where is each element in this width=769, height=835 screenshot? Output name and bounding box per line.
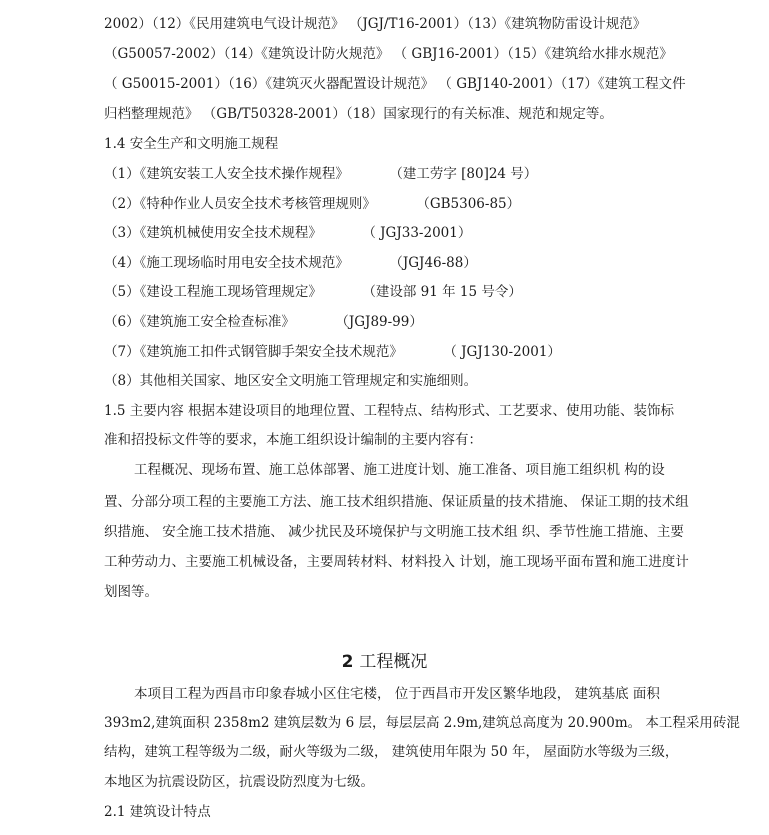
body-line: （ G50015-2001）（16）《建筑灭火器配置设计规范》 （ GBJ140-2001）（17）《建筑工程文件: [104, 76, 686, 92]
list-item: （4）《施工现场临时用电安全技术规范》 （JGJ46-88）: [104, 255, 477, 271]
body-line: （G50057-2002）（14）《建筑设计防火规范》 （ GBJ16-2001）（15）《建筑给水排水规范》: [104, 46, 673, 62]
body-line: 结构，建筑工程等级为二级，耐火等级为二级， 建筑使用年限为 50 年， 屋面防水等级为三级，: [104, 744, 679, 760]
body-line: 归档整理规范》 （GB/T50328-2001）（18）国家现行的有关标准、规范和规定等。: [104, 106, 613, 122]
chapter-heading: [0, 647, 769, 677]
body-line: 置、分部分项工程的主要施工方法、施工技术组织措施、保证质量的技术措施、 保证工期的技术组: [104, 494, 689, 510]
list-item: （5）《建设工程施工现场管理规定》 （建设部 91 年 15 号令）: [104, 284, 522, 300]
body-line: 本项目工程为西昌市印象春城小区住宅楼， 位于西昌市开发区繁华地段， 建筑基底 面积: [134, 686, 660, 702]
body-line: 划图等。: [104, 584, 158, 600]
body-line: 393m2,建筑面积 2358m2 建筑层数为 6 层，每层层高 2.9m,建筑总高度为 20.900m。 本工程采用砖混: [104, 715, 740, 731]
list-item: （2）《特种作业人员安全技术考核管理规则》 （GB5306-85）: [104, 196, 521, 212]
body-line: 准和招投标文件等的要求，本施工组织设计编制的主要内容有：: [104, 432, 482, 448]
list-item: （6）《建筑施工安全检查标准》 （JGJ89-99）: [104, 314, 423, 330]
body-line: 本地区为抗震设防区，抗震设防烈度为七级。: [104, 774, 374, 790]
body-line: 工程概况、现场布置、施工总体部署、施工进度计划、施工准备、项目施工组织机 构的设: [134, 462, 665, 478]
list-item: （8）其他相关国家、地区安全文明施工管理规定和实施细则。: [104, 373, 478, 389]
chapter-title: 工程概况: [359, 652, 428, 672]
body-line: 2002）（12）《民用建筑电气设计规范》 （JGJ/T16-2001）（13）《建筑物防雷设计规范》: [104, 16, 647, 32]
body-line: 织措施、 安全施工技术措施、 减少扰民及环境保护与文明施工技术组 织、季节性施工措施、主要: [104, 524, 684, 540]
section-heading-1-5: 1.5 主要内容 根据本建设项目的地理位置、工程特点、结构形式、工艺要求、使用功能、装饰标: [104, 403, 675, 419]
list-item: （1）《建筑安装工人安全技术操作规程》 （建工劳字 [80]24 号）: [104, 166, 538, 182]
body-line: 工种劳动力、主要施工机械设备，主要周转材料、材料投入 计划，施工现场平面布置和施工进度计: [104, 554, 689, 570]
list-item: （3）《建筑机械使用安全技术规程》 （ JGJ33-2001）: [104, 225, 472, 241]
chapter-number: 2: [341, 652, 354, 672]
section-heading-1-4: 1.4 安全生产和文明施工规程: [104, 136, 279, 152]
list-item: （7）《建筑施工扣件式钢管脚手架安全技术规范》 （ JGJ130-2001）: [104, 344, 561, 360]
section-heading-2-1: 2.1 建筑设计特点: [104, 804, 211, 820]
